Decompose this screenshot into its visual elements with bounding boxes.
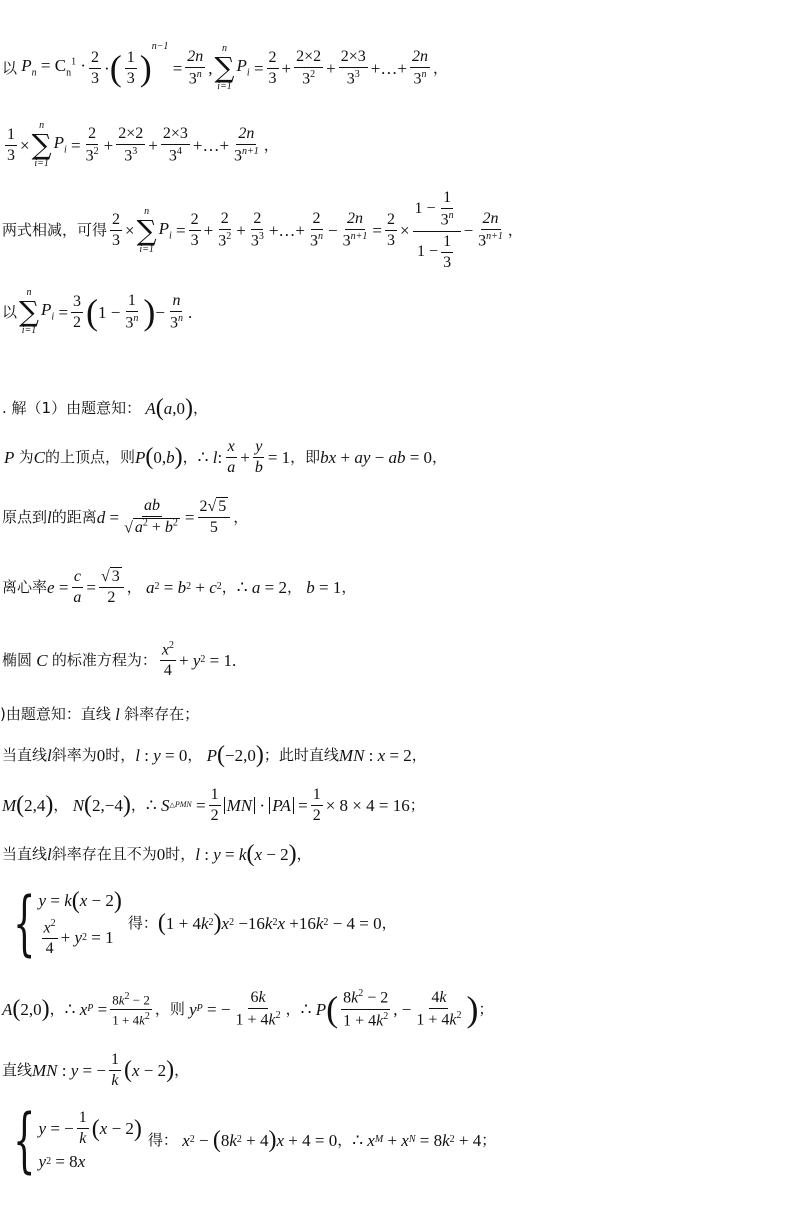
compound-frac: 1 − $\frac{1}{3^n}$ 1 − $\frac{1}{3}$ xyxy=(413,190,461,270)
sum-symbol: n ∑ i=1 xyxy=(214,43,235,92)
line-13: 当直线 l 斜率存在且不为 0 时， l : y = k ( x − 2 ) ， xyxy=(2,841,312,867)
line-12: M ( 2,4 ) ， N ( 2,−4 ) ， ∴ S △PMN = $\frac{1}{2}$ MN · PA = $\frac{1}{2}$ × 8 × 4 = 16 ； xyxy=(2,785,425,824)
line-3: 两式相减，可得 $\frac{2}{3}$ × n ∑ i=1 $P_i$ = $\frac{2}{3}$ + $\frac{2}{3^2}$ + $\frac{2}{3^3}$ +…+ $\frac{2}{3^n}$ − $\frac{2n}{3^{n+1}}$ = $\frac{2}{3}$ × 1 − $\frac{1}{3^n}$ 1 − $\frac{1}{3}$ − $\frac{2n}{3^{n+1}}$ ， xyxy=(2,189,523,271)
line-1: 以 $P_n$ = $C_n^1$ · $\frac{2}{3}$ · ( $\frac{1}{3}$ ) $^{n-1}$ = $\frac{2n}{3^n}$ , n ∑ i=1 $P_i$ = $\frac{2}{3}$ + $\frac{2\times 2}{3^2}$ + $\frac{2\times 3}{3^3}$ +…+ $\frac{2n}{3^n}$ ， xyxy=(2,41,448,92)
line-16: 直线 MN : y = − $\frac{1}{k}$ ( x − 2 ) ， xyxy=(2,1050,190,1089)
line-10: )由题意知：直线 l 斜率存在； xyxy=(0,704,200,724)
line-8: 离心率 e = $\frac{c}{a}$ = $\frac{√ 3}{2}$ ， a 2 = b 2 + c 2 ， ∴ a = 2 ， b = 1 ， xyxy=(2,567,357,606)
frac-1-3: $\frac{1}{3}$ xyxy=(126,48,135,87)
equation-system-2: { y = − $\frac{1}{k}$ ( x − 2 ) y 2 = 8 x xyxy=(13,1099,142,1181)
math-pn: $P_n$ xyxy=(17,56,37,79)
text-prefix: 以 xyxy=(2,58,18,77)
frac-2-3: $\frac{2}{3}$ xyxy=(91,48,100,87)
line-14: { y = k ( x − 2 ) $\frac{x^2}{4}$ + y 2 = 1 得： ( 1 + 4 k 2 ) x 2 −16 k 2 x +16 k 2 − 4 = 0 ， xyxy=(2,882,397,964)
line-7: 原点到 l 的距离 d = $\frac{ab}{√ a^2 + b^2}$ = $\frac{2√ 5}{5}$ ， xyxy=(2,496,249,537)
line-4: 以 n ∑ i=1 $P_i$ = $\frac{3}{2}$ ( 1 − $\frac{1}{3^n}$ ) − $\frac{n}{3^n}$ . xyxy=(2,287,193,336)
line-9: 椭圆 C 的标准方程为： $\frac{x^2}{4}$ + y 2 = 1. xyxy=(2,639,237,680)
line-2: $\frac{1}{3}$ × n ∑ i=1 $P_i$ = $\frac{2}{3^2}$ + $\frac{2\times 2}{3^3}$ + $\frac{2\times 3}{3^4}$ +…+ $\frac{2n}{3^{n+1}}$ ， xyxy=(7,120,279,169)
line-17: { y = − $\frac{1}{k}$ ( x − 2 ) y 2 = 8 x 得： x 2 − ( 8 k 2 + 4 ) x + 4 = 0 ， ∴ x M + x N = 8 k 2 + 4 ； xyxy=(2,1100,496,1180)
line-6: P 为 C 的上顶点，则 P ( 0, b ) ， ∴ l : $\frac{x}{a}$ + $\frac{y}{b}$ = 1 ，即 bx + ay − ab = 0 ， xyxy=(4,437,448,476)
equation-system: { y = k ( x − 2 ) $\frac{x^2}{4}$ + y 2 = 1 xyxy=(13,882,122,964)
line-15: A ( 2,0 ) ， ∴ x P = $\frac{8k^2 - 2}{1 + 4k^2}$ ，则 y P = − $\frac{6k}{1 + 4k^2}$ ， ∴ P ( $\frac{8k^2 - 2}{1 + 4k^2}$ , − $\frac{4k}{1 + 4k^2}$ ) ； xyxy=(2,988,494,1029)
line-5: . 解（1）由题意知： A ( a ,0 ) ， xyxy=(2,395,208,421)
line-11: 当直线 l 斜率为 0 时， l : y = 0 ， P ( −2,0 ) ；此时直线 MN : x = 2 ， xyxy=(2,742,427,768)
